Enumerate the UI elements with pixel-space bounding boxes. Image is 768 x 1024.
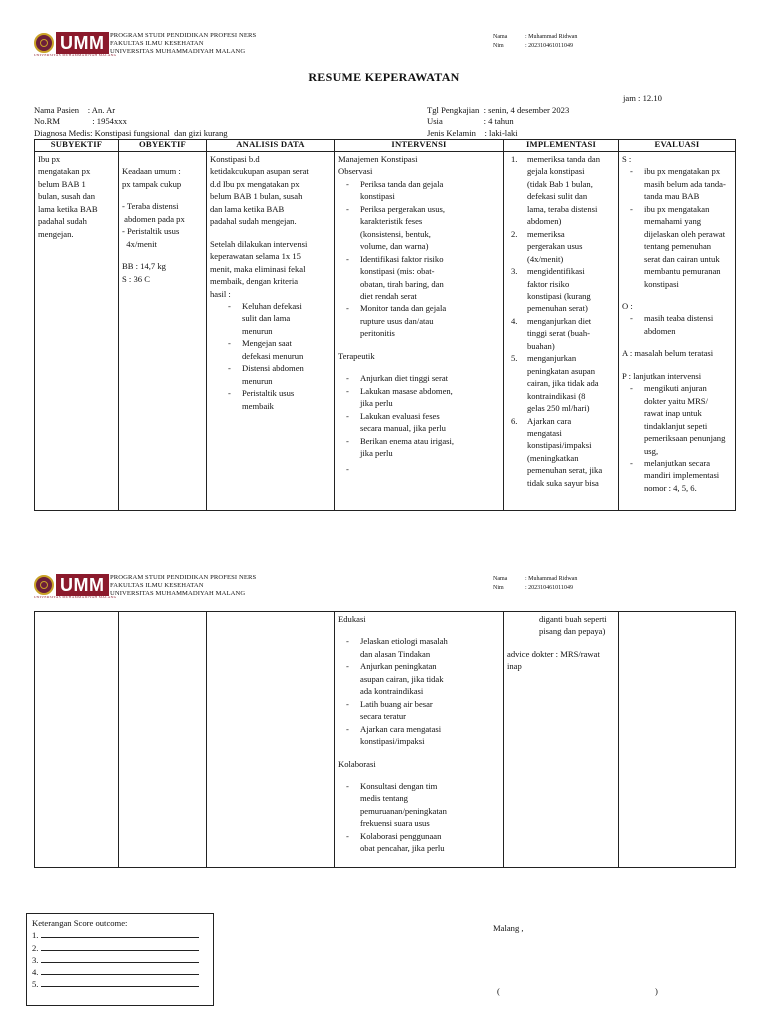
cell-implementasi xyxy=(504,612,619,868)
jam-pengkajian: jam : 12.10 xyxy=(623,93,662,103)
score-line xyxy=(32,942,208,954)
resume-table xyxy=(34,139,736,511)
text-line: abdomen pada px xyxy=(122,213,185,224)
text-line: - Teraba distensi xyxy=(122,201,179,212)
kriteria-hasil-list xyxy=(210,300,331,412)
text-line: jika perlu xyxy=(360,447,393,458)
score-number: 3. xyxy=(32,954,39,965)
text-line: padahal sudah xyxy=(38,216,87,227)
header-evaluasi: EVALUASI xyxy=(619,140,736,152)
cell-evaluasi xyxy=(619,152,736,511)
text-line: px tampak cukup xyxy=(122,178,182,189)
item-number: 1. xyxy=(511,154,518,164)
institution-line: UNIVERSITAS MUHAMMADIYAH MALANG xyxy=(110,48,246,56)
nim-value: : 202310461011049 xyxy=(525,584,573,591)
text-line: memeriksa xyxy=(527,228,565,239)
text-line: (meningkatkan xyxy=(527,452,579,463)
text-line: (tidak Bab 1 bulan, xyxy=(527,178,593,189)
text-line: pergerakan usus xyxy=(527,241,583,252)
text-line: lama ketika BAB xyxy=(38,203,98,214)
jenis-kelamin: Jenis Kelamin : laki-laki xyxy=(427,127,518,138)
text-line: padahal sudah mengejan. xyxy=(210,216,297,227)
text-line: membaik, dengan kriteria xyxy=(210,276,299,287)
spacer xyxy=(507,638,615,648)
text-line: tindaklanjut sepeti xyxy=(644,420,708,431)
terapeutik-label: Terapeutik xyxy=(338,350,375,361)
spacer xyxy=(338,770,500,780)
text-line: menganjurkan xyxy=(527,353,577,364)
text-line: secara manual, jika perlu xyxy=(360,423,446,434)
text-line: konstipasi (mis: obat- xyxy=(360,266,435,277)
spacer xyxy=(338,340,500,350)
blank-line xyxy=(41,978,199,987)
kolaborasi-list xyxy=(338,780,500,855)
kolaborasi-label: Kolaborasi xyxy=(338,758,376,769)
cell-implementasi xyxy=(504,152,619,511)
institution-line: FAKULTAS ILMU KESEHATAN xyxy=(110,40,204,48)
text-line: - melanjutkan secara xyxy=(644,457,711,468)
cell-analisis-data xyxy=(207,152,335,511)
implementasi-list xyxy=(507,153,615,489)
text-line: menurun xyxy=(242,325,273,336)
cell-obyektif xyxy=(119,612,207,868)
advice-dokter: advice dokter : MRS/rawat xyxy=(507,648,600,659)
text-line: - Lakukan evaluasi feses xyxy=(360,410,440,421)
item-number: 5. xyxy=(511,353,518,364)
score-line xyxy=(32,978,208,990)
list-item xyxy=(622,203,732,290)
text-line: pemenuhan serat) xyxy=(527,303,588,314)
text-line: mengatakan px xyxy=(38,166,91,177)
text-line: menurun xyxy=(242,375,273,386)
text-line: cairan, jika tidak ada xyxy=(527,378,599,389)
spacer xyxy=(210,228,331,238)
spacer xyxy=(622,290,732,300)
score-line xyxy=(32,929,208,941)
text-line: secara teratur xyxy=(360,711,407,722)
evaluasi-o-list xyxy=(622,312,732,337)
item-number: 4. xyxy=(511,315,518,326)
text-line: ketidakcukupan asupan serat xyxy=(210,166,309,177)
list-item xyxy=(338,372,500,384)
signature-close-paren: ) xyxy=(655,986,658,996)
text-line: konstipasi xyxy=(360,191,395,202)
text-line: - masih teaba distensi xyxy=(644,313,714,324)
text-line: nomor : 4, 5, 6. xyxy=(644,482,697,493)
list-item xyxy=(338,698,500,723)
spacer xyxy=(338,625,500,635)
text-line: buahan) xyxy=(527,340,555,351)
text-line: gejala konstipasi xyxy=(527,166,585,177)
institution-line: PROGRAM STUDI PENDIDIKAN PROFESI NERS xyxy=(110,32,257,39)
list-item xyxy=(511,415,615,490)
evaluasi-p-label: P : lanjutkan intervensi xyxy=(622,370,702,381)
text-line: - ibu px mengatakan px xyxy=(644,166,721,177)
text-line: - Distensi abdomen xyxy=(242,363,304,374)
list-item xyxy=(220,387,331,412)
text-line: lama, teraba distensi xyxy=(527,203,598,214)
text-line: menit, maka eliminasi fekal xyxy=(210,263,306,274)
text-line: abdomen xyxy=(644,325,676,336)
institution-block xyxy=(110,32,256,57)
nim-value: : 202310461011049 xyxy=(525,42,573,49)
score-title: Keterangan Score outcome: xyxy=(32,918,128,928)
umm-logo-text: UMM xyxy=(56,32,109,54)
nama-pasien: Nama Pasien : An. Ar xyxy=(34,104,116,115)
text-line: - Identifikasi faktor risiko xyxy=(360,253,444,264)
text-line: pemeriksaan penunjang xyxy=(644,433,726,444)
text-line: frekuensi suara usus xyxy=(360,818,430,829)
nama-value: : Muhammad Ridwan xyxy=(525,576,578,582)
list-item xyxy=(338,723,500,748)
text-line: abdomen) xyxy=(527,216,562,227)
spacer xyxy=(622,360,732,370)
text-line: inap xyxy=(507,661,522,672)
text-line: asupan cairan, jika tidak xyxy=(360,673,444,684)
text-line: membaik xyxy=(242,400,274,411)
cell-obyektif xyxy=(119,152,207,511)
list-item xyxy=(622,457,732,494)
text-line: mengejan. xyxy=(38,228,74,239)
text-line: - Lakukan masase abdomen, xyxy=(360,385,453,396)
text-line: tinggi serat (buah- xyxy=(527,328,591,339)
institution-line: PROGRAM STUDI PENDIDIKAN PROFESI NERS xyxy=(110,574,257,581)
evaluasi-s-list xyxy=(622,165,732,290)
text-line: defekasi sulit dan xyxy=(527,191,588,202)
text-line: konstipasi (kurang xyxy=(527,290,591,301)
observasi-list xyxy=(338,178,500,340)
institution-block xyxy=(110,574,256,599)
text-line: dokter yaitu MRS/ xyxy=(644,395,708,406)
text-line: diganti buah seperti xyxy=(539,614,607,624)
text-line: - Jelaskan etiologi masalah xyxy=(360,636,448,647)
blank-line xyxy=(41,942,199,951)
list-item xyxy=(220,300,331,337)
score-number: 2. xyxy=(32,942,39,953)
cell-intervensi xyxy=(335,152,504,511)
signature-place: Malang , xyxy=(493,923,524,933)
text-line: keperawatan selama 1x 15 xyxy=(210,251,301,262)
text-line: memahami yang xyxy=(644,216,702,227)
header-subyektif: SUBYEKTIF xyxy=(35,140,119,152)
text-line: masih belum ada tanda- xyxy=(644,178,726,189)
text-line: memeriksa tanda dan xyxy=(527,154,601,164)
text-line: - Ajarkan cara mengatasi xyxy=(360,723,442,734)
score-outcome-box xyxy=(26,913,214,1006)
spacer xyxy=(338,362,500,372)
header-analisis-data: ANALISIS DATA xyxy=(207,140,335,152)
score-number: 1. xyxy=(32,930,39,941)
text-line: ada kontraindikasi xyxy=(360,686,424,697)
score-line xyxy=(32,966,208,978)
student-info xyxy=(493,33,577,50)
tgl-pengkajian: Tgl Pengkajian : senin, 4 desember 2023 xyxy=(427,104,570,115)
nama-label: Nama xyxy=(493,576,508,582)
nama-value: : Muhammad Ridwan xyxy=(525,34,578,40)
text-line: (4x/menit) xyxy=(527,253,564,264)
resume-table-continued xyxy=(34,611,736,868)
list-item xyxy=(338,302,500,339)
spacer xyxy=(122,190,203,200)
list-item xyxy=(338,385,500,410)
list-item xyxy=(511,228,615,265)
text-line: peningkatan asupan xyxy=(527,365,596,376)
list-item xyxy=(622,312,732,337)
list-item xyxy=(338,660,500,697)
list-item xyxy=(220,362,331,387)
text-line: tidak suka sayur bisa xyxy=(527,477,599,488)
text-line: volume, dan warna) xyxy=(360,241,429,252)
text-line: belum BAB 1 bulan, susah xyxy=(210,191,303,202)
item-number: 2. xyxy=(511,228,518,239)
cell-analisis-data xyxy=(207,612,335,868)
text-line: Setelah dilakukan intervensi xyxy=(210,238,308,249)
text-line: konstipasi/impaksi xyxy=(527,440,592,451)
text-line: - Latih buang air besar xyxy=(360,698,433,709)
text-line: medis tentang xyxy=(360,793,408,804)
item-number: 6. xyxy=(511,415,518,426)
text-line: bulan, susah dan xyxy=(38,191,96,202)
text-line: - Keluhan defekasi xyxy=(242,300,302,311)
logo-tagline: UNIVERSITAS MUHAMMADIYAH MALANG xyxy=(34,53,117,57)
text-line: defekasi menurun xyxy=(242,350,304,361)
text-line: obat pencahar, jika perlu xyxy=(360,843,445,854)
signature-open-paren: ( xyxy=(497,986,500,996)
evaluasi-s-label: S : xyxy=(622,154,632,164)
text-line: S : 36 C xyxy=(122,273,150,284)
text-line: gelas 250 ml/hari) xyxy=(527,403,590,414)
cell-subyektif xyxy=(35,152,119,511)
spacer xyxy=(338,748,500,758)
text-line: rawat inap untuk xyxy=(644,408,702,419)
text-line: - Berikan enema atau irigasi, xyxy=(360,435,455,446)
list-item xyxy=(338,410,500,435)
text-line: - Anjurkan diet tinggi serat xyxy=(360,373,449,384)
text-line: BB : 14,7 kg xyxy=(122,261,166,272)
text-line: Konstipasi b.d xyxy=(210,154,260,164)
text-line: mengatasi xyxy=(527,427,562,438)
intervensi-title: Manajemen Konstipasi xyxy=(338,154,418,164)
umm-logo xyxy=(34,574,109,596)
list-item xyxy=(338,635,500,660)
text-line: Ajarkan cara xyxy=(527,415,572,426)
text-line: konstipasi/impaksi xyxy=(360,736,425,747)
text-line: kontraindikasi (8 xyxy=(527,390,586,401)
text-line: - Peristaltik usus xyxy=(122,226,180,237)
text-line: dan lama ketika BAB xyxy=(210,203,285,214)
text-line: rupture usus dan/atau xyxy=(360,315,434,326)
text-line: sulit dan lama xyxy=(242,313,291,324)
text-line: konstipasi xyxy=(644,278,679,289)
text-line: - ibu px mengatakan xyxy=(644,203,710,214)
text-line: serat dan cairan untuk xyxy=(644,253,720,264)
text-line: pisang dan pepaya) xyxy=(539,626,606,637)
text-line xyxy=(360,463,500,473)
list-item xyxy=(511,315,615,352)
logo-tagline: UNIVERSITAS MUHAMMADIYAH MALANG xyxy=(34,595,117,599)
list-item xyxy=(622,165,732,202)
text-line: Keadaan umum : xyxy=(122,166,181,177)
no-rm: No.RM : 1954xxx xyxy=(34,116,127,127)
blank-line xyxy=(41,954,199,963)
university-seal-icon xyxy=(34,33,54,53)
cell-intervensi xyxy=(335,612,504,868)
text-line: - mengikuti anjuran xyxy=(644,383,707,394)
cell-evaluasi xyxy=(619,612,736,868)
text-line: - Periksa tanda dan gejala xyxy=(360,178,444,189)
patient-info-right xyxy=(427,93,569,139)
list-item xyxy=(338,203,500,253)
text-line: membantu pemuranan xyxy=(644,266,721,277)
text-line: diet rendah serat xyxy=(360,290,417,301)
institution-line: FAKULTAS ILMU KESEHATAN xyxy=(110,582,204,590)
header-implementasi: IMPLEMENTASI xyxy=(504,140,619,152)
edukasi-label: Edukasi xyxy=(338,614,366,624)
header-intervensi: INTERVENSI xyxy=(335,140,504,152)
text-line: tentang pemenuhan xyxy=(644,241,712,252)
text-line: 4x/menit xyxy=(122,238,157,249)
student-info xyxy=(493,575,577,592)
institution-line: UNIVERSITAS MUHAMMADIYAH MALANG xyxy=(110,590,246,598)
list-item xyxy=(338,780,500,830)
evaluasi-a: A : masalah belum teratasi xyxy=(622,348,714,359)
university-seal-icon xyxy=(34,575,54,595)
list-item xyxy=(338,463,500,473)
list-item xyxy=(511,352,615,414)
document-title: RESUME KEPERAWATAN xyxy=(308,70,460,84)
list-item xyxy=(511,153,615,228)
text-line: tanda mau BAB xyxy=(644,191,700,202)
nim-label: Nim xyxy=(493,42,504,49)
text-line: pemuruanan/peningkatan xyxy=(360,805,447,816)
blank-line xyxy=(41,966,199,975)
text-line: jika perlu xyxy=(360,398,393,409)
score-number: 5. xyxy=(32,979,39,990)
text-line: hasil : xyxy=(210,288,231,299)
cell-subyektif xyxy=(35,612,119,868)
list-item xyxy=(511,265,615,315)
list-item xyxy=(220,337,331,362)
score-number: 4. xyxy=(32,967,39,978)
nama-label: Nama xyxy=(493,34,508,40)
text-line: mengidentifikasi xyxy=(527,266,585,277)
text-line: obatan, tirah baring, dan xyxy=(360,278,444,289)
text-line: Ibu px xyxy=(38,154,61,164)
text-line: - Monitor tanda dan gejala xyxy=(360,303,447,314)
diagnosa-medis: Diagnosa Medis: Konstipasi fungsional dan gizi kurang xyxy=(34,127,228,138)
text-line: - Periksa pergerakan usus, xyxy=(360,203,446,214)
usia: Usia : 4 tahun xyxy=(427,116,514,127)
text-line: - Mengejan saat xyxy=(242,338,292,349)
spacer xyxy=(122,250,203,260)
evaluasi-p-list xyxy=(622,382,732,494)
score-line xyxy=(32,954,208,966)
text-line: pemenuhan serat, jika xyxy=(527,465,603,476)
text-line: usg, xyxy=(644,445,659,456)
blank-line xyxy=(41,929,199,938)
text-line: dan alasan Tindakan xyxy=(360,648,431,659)
evaluasi-o-label: O : xyxy=(622,300,633,311)
list-item xyxy=(338,830,500,855)
text-line: - Kolaborasi penggunaan xyxy=(360,830,442,841)
text-line: faktor risiko xyxy=(527,278,570,289)
text-line: mandiri implementasi xyxy=(644,470,720,481)
umm-logo-text: UMM xyxy=(56,574,109,596)
text-line: karakteristik feses xyxy=(360,216,423,227)
list-item xyxy=(338,435,500,460)
text-line: (konsistensi, bentuk, xyxy=(360,228,431,239)
patient-info-left xyxy=(34,93,228,139)
text-line: d.d Ibu px mengatakan px xyxy=(210,178,300,189)
umm-logo xyxy=(34,32,109,54)
text-line: menganjurkan diet xyxy=(527,315,592,326)
item-number: 3. xyxy=(511,266,518,277)
header-obyektif: OBYEKTIF xyxy=(119,140,207,152)
text-line: - Peristaltik usus xyxy=(242,388,295,399)
text-line: dijelaskan oleh perawat xyxy=(644,228,726,239)
text-line: - Anjurkan peningkatan xyxy=(360,661,437,672)
observasi-label: Observasi xyxy=(338,166,373,177)
spacer xyxy=(622,337,732,347)
terapeutik-list xyxy=(338,372,500,473)
list-item xyxy=(622,382,732,457)
list-item xyxy=(338,178,500,203)
implementasi-continued xyxy=(507,613,615,638)
edukasi-list xyxy=(338,635,500,747)
text-line: belum BAB 1 xyxy=(38,178,86,189)
nim-label: Nim xyxy=(493,584,504,591)
text-line: - Konsultasi dengan tim xyxy=(360,780,438,791)
text-line: peritonitis xyxy=(360,328,395,339)
list-item xyxy=(338,253,500,303)
